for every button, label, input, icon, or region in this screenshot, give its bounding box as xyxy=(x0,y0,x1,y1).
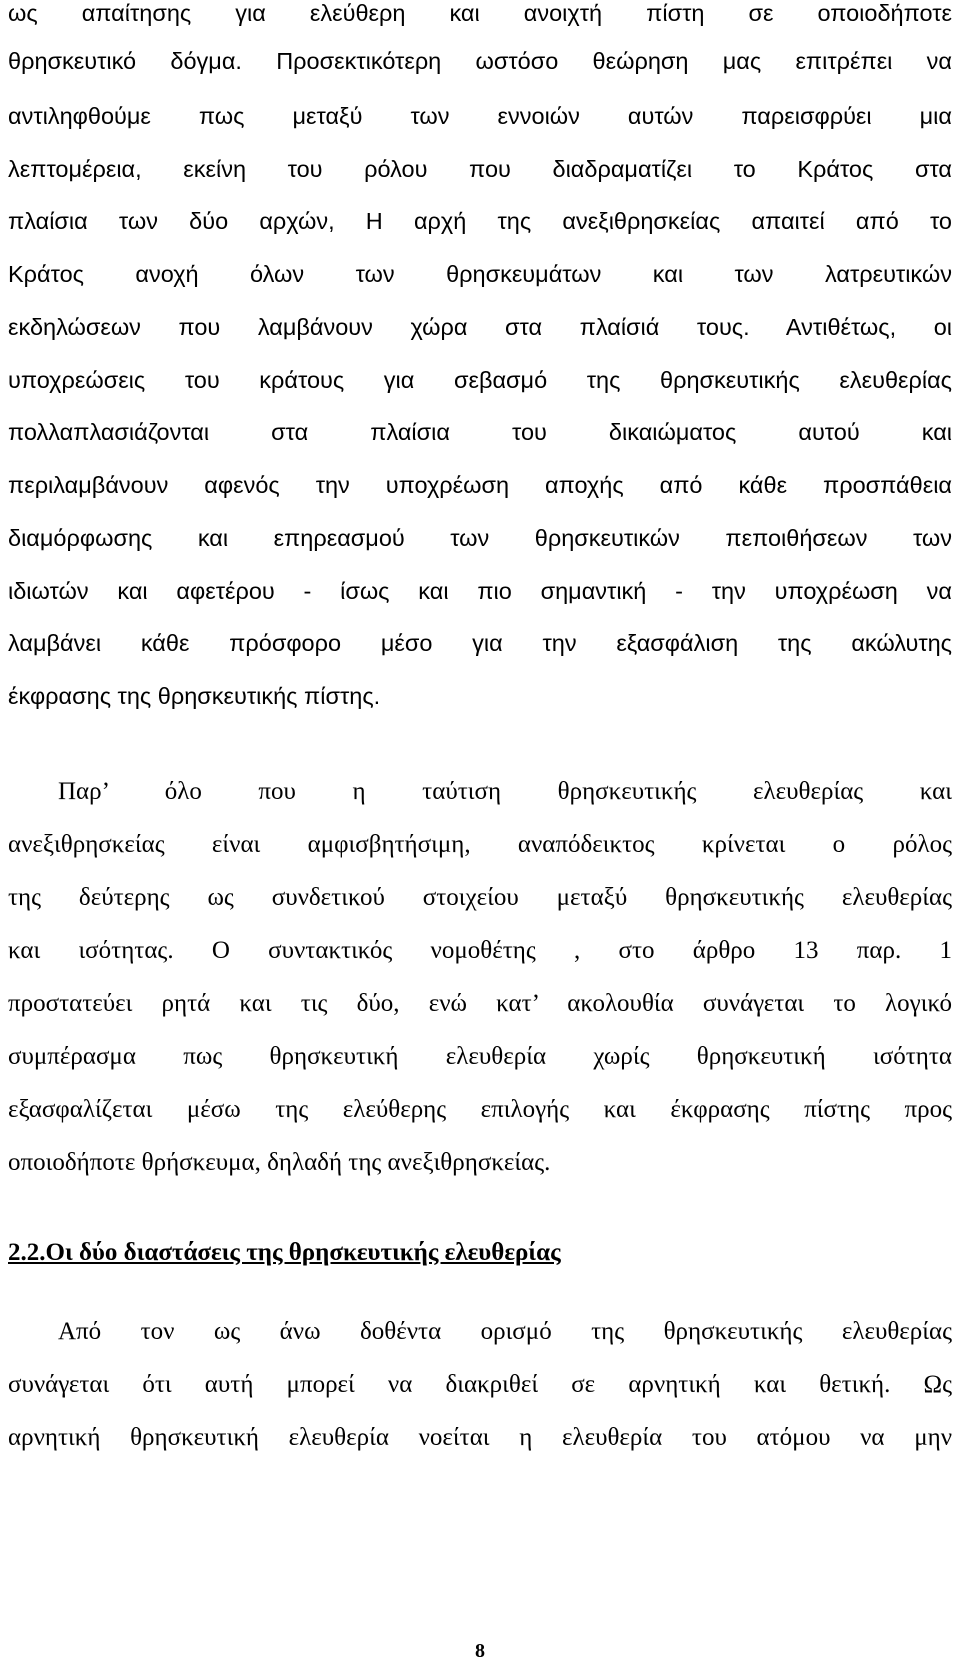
text-line: θρησκευτικό δόγμα. Προσεκτικότερη ωστόσο θεώρηση μας επιτρέπει να xyxy=(8,48,952,74)
text-line: της δεύτερης ως συνδετικού στοιχείου μεταξύ θρησκευτικής ελευθερίας xyxy=(8,884,952,911)
text-line: οποιοδήποτε θρήσκευμα, δηλαδή της ανεξιθρησκείας. xyxy=(8,1149,551,1176)
text-line: Παρ’ όλο που η ταύτιση θρησκευτικής ελευθερίας και xyxy=(58,778,952,805)
text-line: συμπέρασμα πως θρησκευτική ελευθερία χωρίς θρησκευτική ισότητα xyxy=(8,1043,952,1070)
text-line: έκφρασης της θρησκευτικής πίστης. xyxy=(8,683,381,709)
text-line: πολλαπλασιάζονται στα πλαίσια του δικαιώματος αυτού και xyxy=(8,419,952,445)
text-line: εξασφαλίζεται μέσω της ελεύθερης επιλογής και έκφρασης πίστης προς xyxy=(8,1096,952,1123)
text-line: περιλαμβάνουν αφενός την υποχρέωση αποχής από κάθε προσπάθεια xyxy=(8,472,952,498)
text-line: ανεξιθρησκείας είναι αμφισβητήσιμη, αναπόδεικτος κρίνεται ο ρόλος xyxy=(8,831,952,858)
text-line: λαμβάνει κάθε πρόσφορο μέσο για την εξασφάλιση της ακώλυτης xyxy=(8,630,952,656)
text-line: εκδηλώσεων που λαμβάνουν χώρα στα πλαίσιά τους. Αντιθέτως, οι xyxy=(8,314,952,340)
text-line: πλαίσια των δύο αρχών, Η αρχή της ανεξιθρησκείας απαιτεί από το xyxy=(8,208,952,234)
text-line: προστατεύει ρητά και τις δύο, ενώ κατ’ ακολουθία συνάγεται το λογικό xyxy=(8,990,952,1017)
text-line: Κράτος ανοχή όλων των θρησκευμάτων και των λατρευτικών xyxy=(8,261,952,287)
text-line: συνάγεται ότι αυτή μπορεί να διακριθεί σε αρνητική και θετική. Ως xyxy=(8,1371,952,1398)
text-line: αρνητική θρησκευτική ελευθερία νοείται η ελευθερία του ατόμου να μην xyxy=(8,1424,952,1451)
section-heading: 2.2.Οι δύο διαστάσεις της θρησκευτικής ελευθερίας xyxy=(8,1239,561,1266)
text-line: ως απαίτησης για ελεύθερη και ανοιχτή πίστη σε οποιοδήποτε xyxy=(8,0,952,26)
text-line: διαμόρφωσης και επηρεασμού των θρησκευτικών πεποιθήσεων των xyxy=(8,525,952,551)
text-line: ιδιωτών και αφετέρου - ίσως και πιο σημαντική - την υποχρέωση να xyxy=(8,578,952,604)
text-line: αντιληφθούμε πως μεταξύ των εννοιών αυτών παρεισφρύει μια xyxy=(8,103,952,129)
text-line: λεπτομέρεια, εκείνη του ρόλου που διαδραματίζει το Κράτος στα xyxy=(8,156,952,182)
text-line: Από τον ως άνω δοθέντα ορισμό της θρησκευτικής ελευθερίας xyxy=(58,1318,952,1345)
text-line: υποχρεώσεις του κράτους για σεβασμό της θρησκευτικής ελευθερίας xyxy=(8,367,952,393)
page-number: 8 xyxy=(475,1640,485,1662)
text-line: και ισότητας. Ο συντακτικός νομοθέτης , στο άρθρο 13 παρ. 1 xyxy=(8,937,952,964)
